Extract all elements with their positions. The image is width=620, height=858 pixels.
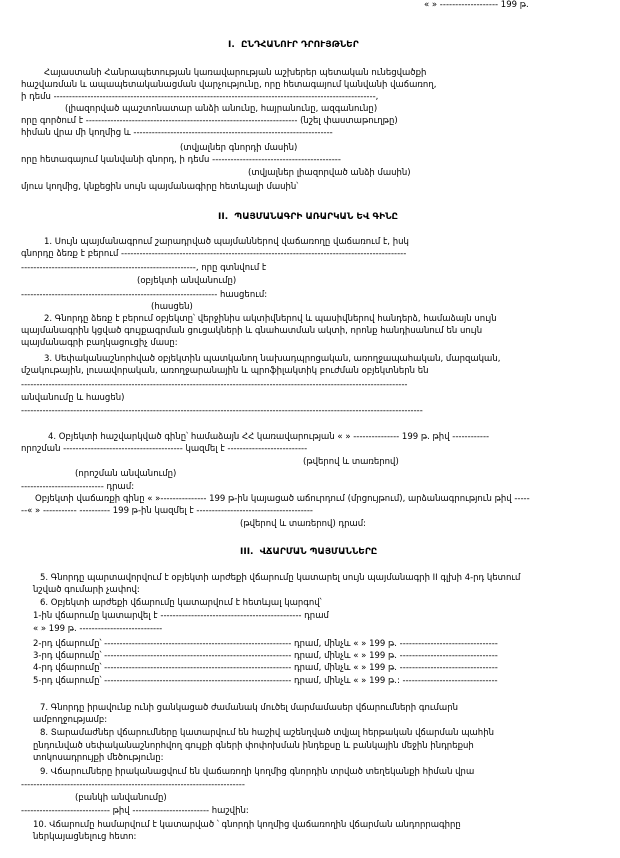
payment-3: 3-րդ վճարումը՝ ------------------------------------------------------------- դրամ, մինչև « » 199 թ. -------------------------------- (33, 651, 498, 661)
section-3-heading: III. ՎՃԱՐՄԱՆ ՊԱՅՄԱՆՆԵՐԸ (240, 547, 378, 557)
s2-line-4: (օբյեկտի անվանումը) (137, 276, 237, 286)
section-1-heading: I. ԸՆԴՀԱՆՈՒՐ ԴՐՈՒՅԹՆԵՐ (228, 40, 359, 50)
payment-4: 4-րդ վճարումը՝ ------------------------------------------------------------- դրամ, մինչև « » 199 թ. -------------------------------- (33, 663, 498, 673)
s2-line-15: 4. Օբյեկտի հաշվարկված գինը՝ համաձայն ՀՀ կառավարության « » --------------- 199 թ. թիվ ------------ (48, 432, 490, 442)
s3-line-11: տոկոսադրույքի մեծությունը: (33, 753, 164, 763)
s2-line-3: ---------------------------------------------------------, որը գտնվում է (21, 263, 267, 273)
s3-line-8: ամբողջությամբ: (33, 715, 108, 725)
s1-line-5: որը գործում է --------------------------------------------------------------------- (նշել փաստաթուղթը) (21, 116, 398, 126)
s2-line-1: 1. Սույն պայմանագրում շարադրված պայմաններով վաճառողը վաճառում է, իսկ (44, 237, 409, 247)
s2-line-14: ----------------------------------------------------------------------------------------------------------------------------------- (21, 406, 423, 416)
s3-line-17: ներկայացնելուց հետո: (33, 832, 137, 842)
date-line: « » ------------------- 199 թ. (424, 0, 529, 10)
s3-line-3: 6. Օբյեկտի արժեքի վճարումը կատարվում է հետևյալ կարգով՝ (40, 598, 322, 608)
s1-line-1: Հայաստանի Հանրապետության կառավարության աշխերեր պետական ունեցվածքի (44, 68, 427, 78)
s1-line-2: հաշվառման և ապապետականացման վարչությունը, որը հետագայում կանվանի վաճառող, (21, 80, 437, 90)
s3-line-2: նշված գումարի չափով: (33, 585, 140, 595)
s3-line-4: 1-ին վճարումը կատարվել է ---------------------------------------------- դրամ (33, 611, 329, 621)
s3-line-12: 9. Վճարումները իրականացվում են վաճառողի կողմից գնորդին տրված տեղեկանքի հիման վրա (40, 767, 475, 777)
s2-line-17: (թվերով և տառերով) (303, 457, 399, 467)
s2-line-6: (հասցեն) (151, 302, 193, 312)
s2-line-12: ------------------------------------------------------------------------------------------------------------------------------ (21, 380, 408, 390)
s3-line-10: ընդունված սեփականաշնորհվող գույքի գների փոփոխման ինդեքսը և բանկային մեջին ինդրեքսի (33, 741, 474, 751)
s3-line-14: (բանկի անվանումը) (75, 793, 167, 803)
s2-line-8: պայմանագրին կցված գույքագրման ցուցակների և գնահատման ակտի, որոնք հանդիսանում են սույն (21, 326, 483, 336)
payment-2: 2-րդ վճարումը՝ ------------------------------------------------------------- դրամ, մինչև « » 199 թ. -------------------------------- (33, 639, 498, 649)
s1-line-8: որը հետագայում կանվանի գնորդ, ի դեմս ------------------------------------------ (21, 155, 341, 165)
s3-line-1: 5. Գնորդը պարտավորվում է օբյեկտի արժեքի վճարումը կատարել սույն պայմանագրի II գլխի 4-րդ կետում (40, 573, 521, 583)
s3-line-15: ----------------------------- թիվ ------------------------- հաշվին: (21, 806, 249, 816)
s2-line-21: --« » ----------- ---------- 199 թ-ին կազմել է -------------------------------------- (21, 506, 313, 516)
s2-line-7: 2. Գնորդը ձեռք է բերում օբյեկտը՝ վերջինիս ակտիվներով և պասիվներով հանդերձ, համաձայն սույն (44, 314, 497, 324)
s2-line-2: գնորդը ձեռք է բերում --------------------------------------------------------------------------------------------- (21, 249, 407, 259)
s3-line-16: 10. Վճարումը համարվում է կատարված ՝ գնորդի կողմից վաճառողին վճարման անդորրագիրը (33, 820, 461, 830)
s2-line-16: որոշման --------------------------------------- կազմել է -------------------------- (21, 444, 308, 454)
s1-line-3: ի դեմս ---------------------------------------------------------------------------------------------------------, (21, 92, 379, 102)
s3-line-9: 8. Տարամաժներ վճարումները կատարվում են հաշիվ աշենղված տվյալ հերթական վճարման պահին (40, 728, 494, 738)
s1-line-10: մյուս կողմից, կնքեցին սույն պայմանագիրը հետևյալի մասին՝ (21, 182, 299, 192)
s1-line-9: (տվյալներ լիազորված անձի մասին) (248, 168, 411, 178)
s3-line-13: ------------------------------------------------------------------------- (21, 780, 245, 790)
s2-line-11: մշակութային, լուսավորական, առողջարանային և պրոֆիլակտիկ բուժման օբյեկտներն են (21, 366, 429, 376)
s2-line-5: ---------------------------------------------------------------- հասցեում: (21, 290, 268, 300)
s2-line-20: Օբյեկտի վաճառքի գինը « »--------------- 199 թ-ին կայացած աճուրդում (մրցույթում), արձանագրություն թիվ ----- (35, 494, 530, 504)
s1-line-6: հիման վրա մի կողմից և ----------------------------------------------------------------- (21, 128, 333, 138)
s2-line-22: (թվերով և տառերով) դրամ: (240, 519, 367, 529)
s2-line-13: անվանումը և հասցեն) (21, 393, 125, 403)
payment-5: 5-րդ վճարումը՝ ------------------------------------------------------------- դրամ, մինչև « » 199 թ.: ------------------------------- (33, 676, 498, 686)
s2-line-18: (որոշման անվանումը) (75, 469, 177, 479)
s2-line-19: --------------------------- դրամ: (21, 482, 135, 492)
s3-line-5: « » 199 թ. --------------------------- (33, 624, 163, 634)
s1-line-7: (տվյալներ գնորդի մասին) (180, 143, 298, 153)
s1-line-4: (լիազորված պաշտոնատար անձի անունը, հայրանունը, ազգանունը) (65, 104, 378, 114)
s2-line-10: 3. Սեփականաշնորհված օբյեկտին պատկանող նախադպրոցական, առողջապահական, մարզական, (44, 354, 501, 364)
section-2-heading: II. ՊԱՅՄԱՆԱԳՐԻ ԱՌԱՐԿԱՆ ԵՎ ԳԻՆԸ (218, 212, 399, 222)
s2-line-9: պայմանագրի բաղկացուցիչ մասը: (21, 338, 178, 348)
s3-line-7: 7. Գնորդը իրավունք ունի ցանկացած ժամանակ մուծել մարմամասեր վճարումների գումարն (40, 703, 458, 713)
